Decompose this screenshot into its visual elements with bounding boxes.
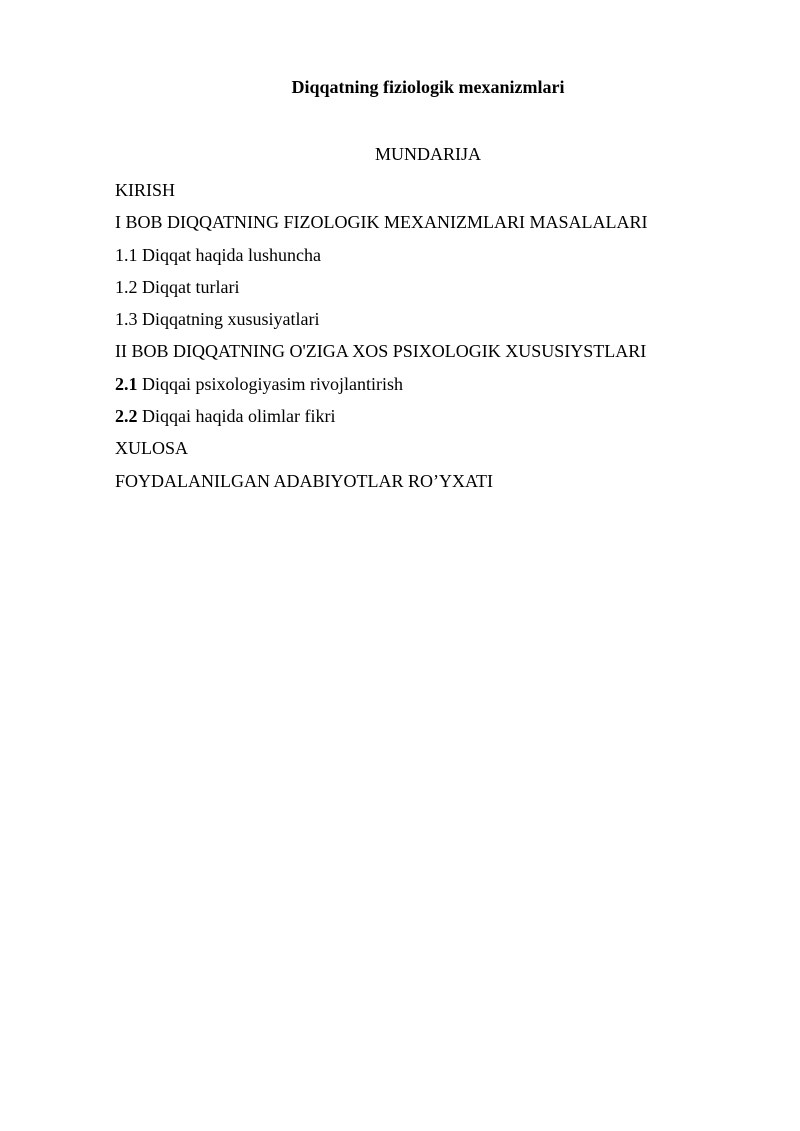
toc-item-text: FOYDALANILGAN ADABIYOTLAR RO’YXATI — [115, 470, 493, 491]
toc-heading: MUNDARIJA — [374, 144, 481, 164]
toc-item-references — [115, 465, 755, 497]
table-of-contents — [115, 174, 755, 497]
toc-item-2-1 — [115, 368, 755, 400]
toc-item-number: 2.2 — [115, 406, 138, 427]
toc-item-chapter-1 — [115, 206, 755, 238]
toc-item-text: XULOSA — [115, 438, 189, 459]
toc-item-2-2 — [115, 400, 755, 432]
toc-item-xulosa — [115, 432, 755, 464]
toc-item-text: 1.1 Diqqat haqida lushuncha — [115, 244, 321, 265]
document-title: Diqqatning fiziologik mexanizmlari — [291, 77, 565, 97]
toc-item-text: 1.2 Diqqat turlari — [115, 276, 240, 297]
toc-item-text: KIRISH — [115, 180, 176, 200]
toc-item-1-2 — [115, 271, 755, 303]
toc-item-text: 1.3 Diqqatning xususiyatlari — [115, 309, 320, 330]
toc-item-kirish — [115, 174, 755, 206]
toc-item-text: Diqqai haqida olimlar fikri — [137, 406, 336, 427]
toc-item-chapter-2 — [115, 335, 755, 367]
toc-item-text: I BOB DIQQATNING FIZOLOGIK MEXANIZMLARI MASALALARI — [115, 212, 648, 233]
toc-item-1-3 — [115, 303, 755, 335]
toc-item-number: 2.1 — [115, 373, 138, 394]
toc-item-text: Diqqai psixologiyasim rivojlantirish — [137, 373, 403, 394]
toc-item-text: II BOB DIQQATNING O'ZIGA XOS PSIXOLOGIK XUSUSIYSTLARI — [115, 341, 647, 362]
toc-item-1-1 — [115, 239, 755, 271]
